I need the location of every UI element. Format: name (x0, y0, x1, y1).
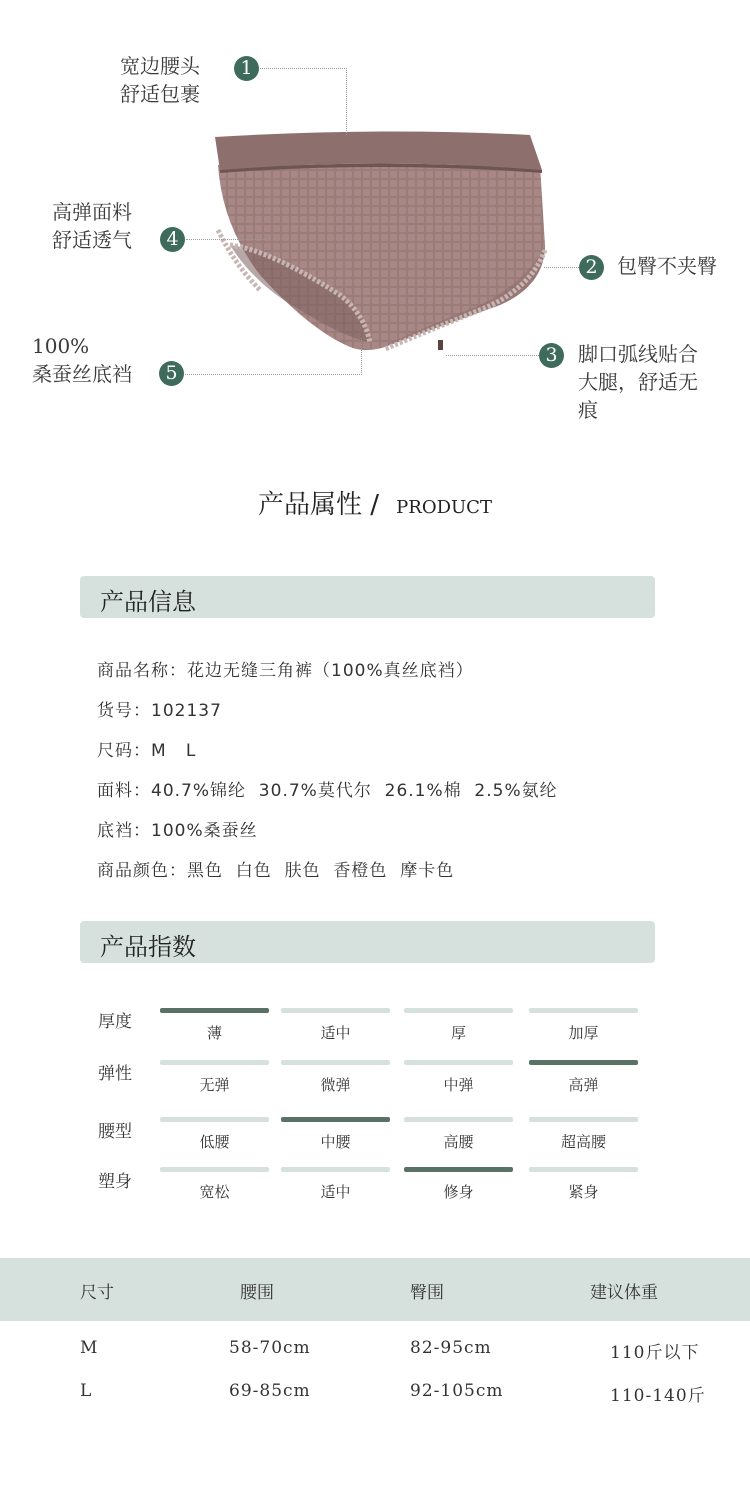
callout-1-leader (260, 68, 347, 135)
index-level-bar (160, 1008, 269, 1013)
size-table-cell: 58-70cm (229, 1338, 311, 1358)
index-section-title: 产品指数 (100, 933, 196, 961)
index-level-bar (281, 1167, 390, 1172)
index-option: 中腰 (320, 1133, 351, 1151)
index-option: 适中 (320, 1183, 351, 1201)
index-option: 紧身 (568, 1183, 599, 1201)
index-option: 超高腰 (560, 1133, 606, 1151)
info-row-sku: 货号：102137 (97, 701, 222, 721)
index-label: 厚度 (98, 1012, 132, 1032)
size-table-head-weight: 建议体重 (590, 1283, 658, 1303)
info-row-fabric: 面料：40.7%锦纶 30.7%莫代尔 26.1%棉 2.5%氨纶 (97, 781, 558, 801)
index-option: 适中 (320, 1024, 351, 1042)
index-option: 宽松 (199, 1183, 230, 1201)
index-level-bar (529, 1008, 638, 1013)
info-row-crotch: 底裆：100%桑蚕丝 (97, 821, 258, 841)
callout-1-number: 1 (234, 56, 259, 81)
index-level-bar (160, 1117, 269, 1122)
size-table-cell: 110斤以下 (610, 1343, 700, 1363)
index-level-bar (281, 1060, 390, 1065)
callout-5-text: 100% 桑蚕丝底裆 (32, 334, 132, 386)
size-table-cell: 110-140斤 (610, 1386, 706, 1406)
callout-2-number: 2 (579, 255, 604, 280)
product-heading (0, 484, 750, 521)
size-table-head-waist: 腰围 (240, 1283, 274, 1303)
callout-5-number: 5 (159, 361, 184, 386)
index-option: 薄 (206, 1024, 222, 1042)
index-option: 加厚 (568, 1024, 599, 1042)
size-table-cell: 92-105cm (410, 1381, 504, 1401)
product-heading-en: PRODUCT (396, 497, 492, 518)
callout-4-leader (186, 239, 266, 240)
info-row-size: 尺码：M L (97, 741, 197, 761)
index-level-bar (404, 1167, 513, 1172)
index-label: 塑身 (98, 1172, 132, 1192)
callout-2-leader (544, 267, 579, 268)
index-option: 低腰 (199, 1133, 230, 1151)
index-level-bar (404, 1060, 513, 1065)
size-table-cell: M (80, 1338, 99, 1358)
index-level-bar (160, 1060, 269, 1065)
callout-4-text: 高弹面料 舒适透气 (52, 200, 132, 252)
index-option: 高腰 (443, 1133, 474, 1151)
index-option: 无弹 (199, 1076, 230, 1094)
callout-5-leader (185, 338, 362, 375)
index-level-bar (529, 1117, 638, 1122)
index-label: 腰型 (98, 1122, 132, 1142)
index-level-bar (529, 1060, 638, 1065)
index-option: 中弹 (443, 1076, 474, 1094)
info-row-colors: 商品颜色：黑色 白色 肤色 香橙色 摩卡色 (97, 861, 455, 881)
index-level-bar (281, 1117, 390, 1122)
size-table-cell: 69-85cm (229, 1381, 311, 1401)
index-option: 厚 (450, 1024, 466, 1042)
size-table-head-hip: 臀围 (410, 1283, 444, 1303)
size-table-cell: L (80, 1381, 93, 1401)
callout-3-leader (446, 355, 539, 356)
product-heading-cn: 产品属性 / (258, 490, 380, 520)
index-option: 微弹 (320, 1076, 351, 1094)
callout-2-text: 包臀不夹臀 (617, 254, 717, 278)
callout-3-text: 脚口弧线贴合 大腿，舒适无 痕 (578, 342, 698, 422)
callout-1-text: 宽边腰头 舒适包裹 (120, 54, 200, 106)
product-image (200, 125, 560, 370)
info-section-header (80, 576, 655, 618)
index-level-bar (404, 1117, 513, 1122)
index-section-header (80, 921, 655, 963)
info-row-name: 商品名称：花边无缝三角裤（100%真丝底裆） (97, 661, 474, 681)
size-table-head-size: 尺寸 (80, 1283, 114, 1303)
index-level-bar (281, 1008, 390, 1013)
index-level-bar (404, 1008, 513, 1013)
index-label: 弹性 (98, 1064, 132, 1084)
index-level-bar (529, 1167, 638, 1172)
index-option: 修身 (443, 1183, 474, 1201)
size-table-cell: 82-95cm (410, 1338, 492, 1358)
index-level-bar (160, 1167, 269, 1172)
index-option: 高弹 (568, 1076, 599, 1094)
callout-4-number: 4 (160, 227, 185, 252)
info-section-title: 产品信息 (100, 588, 196, 616)
callout-3-number: 3 (539, 343, 564, 368)
